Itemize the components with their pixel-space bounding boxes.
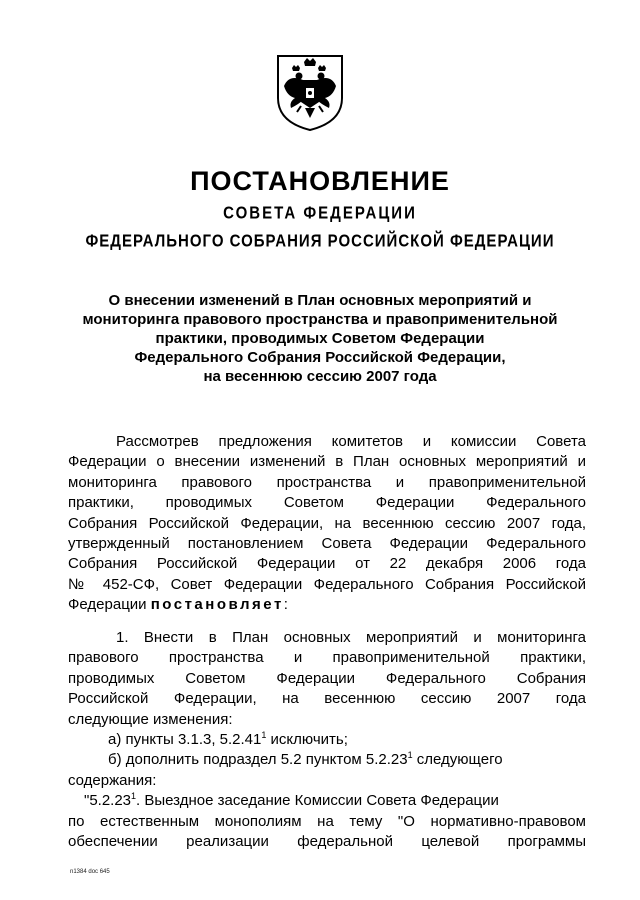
line-text: Федерации xyxy=(68,596,151,614)
superscript: 1 xyxy=(131,791,137,802)
paragraph-line: Российской Федерации, на весеннюю сессию 2007 года xyxy=(68,690,586,708)
document-title: ПОСТАНОВЛЕНИЕ xyxy=(190,166,450,196)
line-text: : xyxy=(283,596,288,614)
paragraph-line xyxy=(68,595,586,615)
line-text: а) пункты 3.1.3, 5.2.41 xyxy=(108,731,262,749)
resolves-word: постановляет xyxy=(150,596,284,614)
item-b-line xyxy=(68,750,586,770)
heading-line: Федерального Собрания Российской Федерации, xyxy=(134,349,506,366)
document-subtitle-council: СОВЕТА ФЕДЕРАЦИИ xyxy=(223,203,417,224)
paragraph-line: проводимых Советом Федерации Федерального Собрания xyxy=(68,669,586,687)
document-code: n1384 doc 645 xyxy=(70,869,110,875)
paragraph-line: следующие изменения: xyxy=(68,710,233,728)
paragraph-line: № 452-СФ, Совет Федерации Федерального Собрания Российской xyxy=(68,575,586,593)
document-subtitle-assembly: ФЕДЕРАЛЬНОГО СОБРАНИЯ РОССИЙСКОЙ ФЕДЕРАЦИИ xyxy=(85,231,555,252)
preamble-paragraph xyxy=(68,432,586,616)
paragraph-line: Собрания Российской Федерации, на весеннюю сессию 2007 года, xyxy=(68,514,586,532)
paragraph-line: Федерации о внесении изменений в План основных мероприятий и xyxy=(68,453,586,471)
paragraph-line: правового пространства и правоприменительной практики, xyxy=(68,649,586,667)
line-text: . Выездное заседание Комиссии Совета Федерации xyxy=(136,792,499,810)
paragraph-line: мониторинга правового пространства и правоприменительной xyxy=(68,473,586,491)
paragraph-line: Собрания Российской Федерации от 22 декабря 2006 года xyxy=(68,555,586,573)
paragraph-line: по естественным монополиям на тему "О нормативно-правовом xyxy=(68,812,586,830)
line-text: "5.2.23 xyxy=(84,792,132,810)
heading-line: О внесении изменений в План основных мероприятий и xyxy=(108,292,532,309)
item-a-line xyxy=(68,730,586,750)
paragraph-line: утвержденный постановлением Совета Федерации Федерального xyxy=(68,535,586,553)
paragraph-line: Рассмотрев предложения комитетов и комиссии Совета xyxy=(116,433,586,450)
line-text: б) дополнить подраздел 5.2 пунктом 5.2.23 xyxy=(108,751,408,769)
quote-line xyxy=(68,791,586,811)
heading-line: практики, проводимых Советом Федерации xyxy=(155,330,485,347)
heading-line: мониторинга правового пространства и правоприменительной xyxy=(82,311,558,328)
superscript: 1 xyxy=(261,730,267,741)
coat-of-arms-emblem xyxy=(275,52,345,132)
paragraph-line: практики, проводимых Советом Федерации Федерального xyxy=(68,494,586,512)
heading-line: на весеннюю сессию 2007 года xyxy=(203,368,437,385)
paragraph-line: содержания: xyxy=(68,771,157,789)
paragraph-line: обеспечении реализации федеральной целевой программы xyxy=(68,833,586,851)
resolution-heading xyxy=(0,291,640,386)
line-text: исключить; xyxy=(266,731,348,749)
superscript: 1 xyxy=(407,750,413,761)
line-text: следующего xyxy=(412,751,503,769)
paragraph-line: 1. Внести в План основных мероприятий и мониторинга xyxy=(116,629,586,646)
item-1-paragraph xyxy=(68,628,586,852)
